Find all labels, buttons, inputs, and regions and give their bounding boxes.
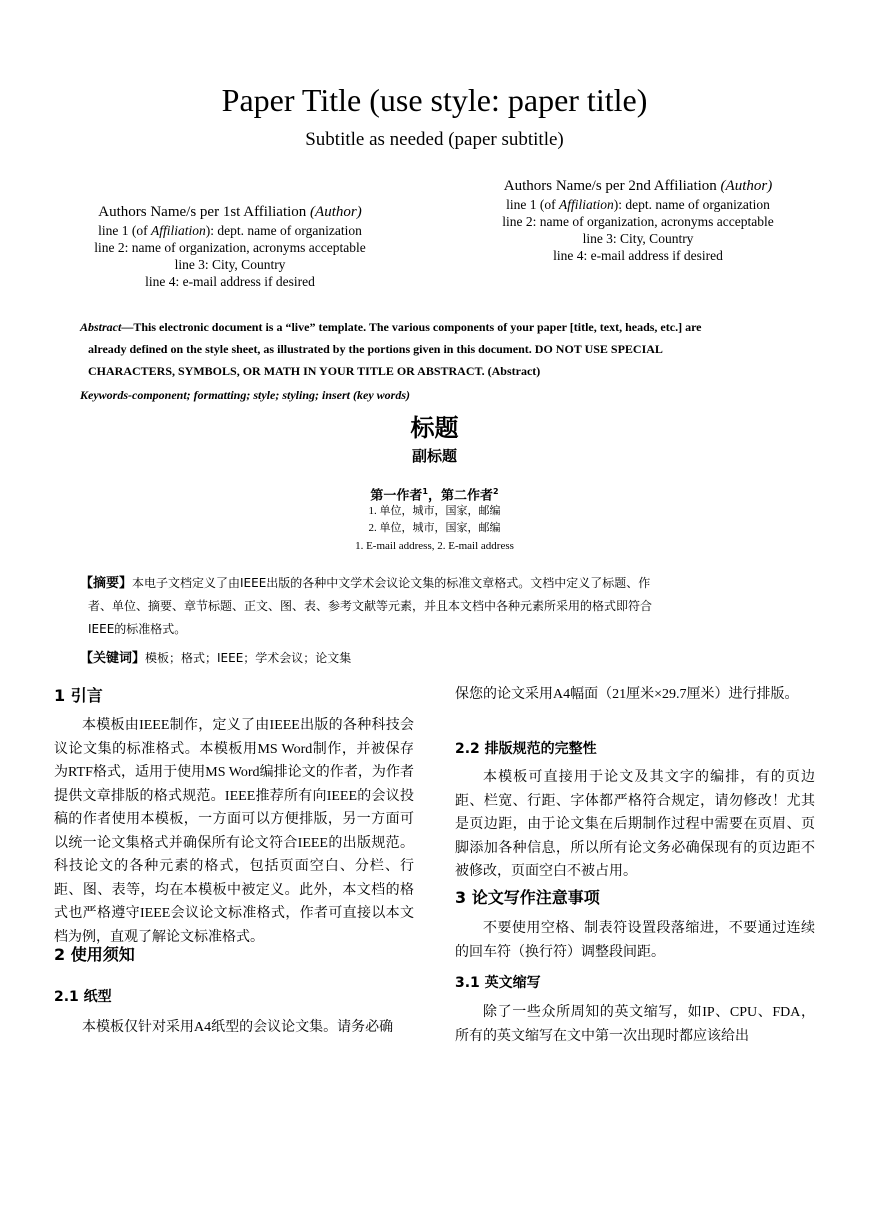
cn-keywords-label: 【关键词】: [80, 651, 146, 666]
author-affiliation-line-2: line 2: name of organization, acronyms acceptable: [94, 240, 366, 255]
section-heading-3: 3 论文写作注意事项: [455, 888, 600, 907]
section-heading-2-2: 2.2 排版规范的完整性: [455, 741, 597, 757]
author-affiliation-line-4: line 4: e-mail address if desired: [553, 248, 723, 263]
cn-affiliation-2: 2. 单位，城市，国家，邮编: [368, 522, 501, 534]
section-3-1-paragraph: 除了一些众所周知的英文缩写，如IP、CPU、FDA，所有的英文缩写在文中第一次出现时都应该给出: [455, 1005, 815, 1044]
section-3-paragraph: 不要使用空格、制表符设置段落缩进，不要通过连续的回车符（换行符）调整段间距。: [455, 921, 815, 960]
author-affiliation-line-2: line 2: name of organization, acronyms acceptable: [502, 214, 774, 229]
keywords-en: Keywords-component; formatting; style; styling; insert (key words): [80, 388, 410, 402]
author-affiliation-line-1: line 1 (of Affiliation): dept. name of organization: [98, 223, 362, 238]
cn-abstract-line-1: 【摘要】本电子文档定义了由IEEE出版的各种中文学术会议论文集的标准文章格式。文档中定义了标题、作: [80, 576, 651, 591]
section-2-1-paragraph-continued: 保您的论文采用A4幅面（21厘米×29.7厘米）进行排版。: [455, 687, 799, 702]
cn-author-2: 第二作者: [441, 488, 494, 504]
abstract-line-3: CHARACTERS, SYMBOLS, OR MATH IN YOUR TITLE OR ABSTRACT. (Abstract): [88, 364, 541, 378]
author-block-2: [468, 176, 808, 264]
section-heading-2-1: 2.1 纸型: [54, 989, 112, 1005]
cn-affiliation-1: 1. 单位，城市，国家，邮编: [368, 505, 501, 517]
abstract-line-1: Abstract—This electronic document is a “live” template. The various components of your paper [title, text, heads, etc.] are: [80, 320, 702, 334]
cn-authors: 第一作者$^1$，第二作者$^2$: [370, 487, 499, 504]
section-2-1-paragraph: 本模板仅针对采用A4纸型的会议论文集。请务必确: [82, 1020, 394, 1035]
cn-keywords: 【关键词】模板；格式；IEEE；学术会议；论文集: [80, 651, 352, 666]
cn-abstract-label: 【摘要】: [80, 576, 133, 591]
author-block-1: [60, 202, 400, 290]
author-name: Authors Name/s per 1st Affiliation (Author): [98, 204, 362, 220]
paper-title: Paper Title (use style: paper title): [221, 82, 648, 118]
section-heading-2: 2 使用须知: [54, 945, 135, 964]
cn-abstract: [80, 571, 800, 641]
section-heading-1: 1 引言: [54, 686, 103, 705]
author-affiliation-line-4: line 4: e-mail address if desired: [145, 274, 315, 289]
cn-author-1: 第一作者: [370, 488, 423, 504]
author-affiliation-line-3: line 3: City, Country: [174, 257, 286, 272]
cn-abstract-line-2: 者、单位、摘要、章节标题、正文、图、表、参考文献等元素，并且本文档中各种元素所采用的格式即符合: [88, 599, 653, 613]
cn-abstract-line-3: IEEE的标准格式。: [88, 622, 187, 636]
author-affiliation-line-3: line 3: City, Country: [582, 231, 694, 246]
section-1-paragraph: 本模板由IEEE制作，定义了由IEEE出版的各种科技会议论文集的标准格式。本模板用MS Word制作，并被保存为RTF格式，适用于使用MS Word编排论文的作者，为作者提供文章排版的格式规范。IEEE推荐所有向IEEE的会议投稿的作者使用本模板，一方面可以方便排版，另一方面可以统一论文集格式并确保所有论文符合IEEE的出版规范。科技论文的各种元素的格式，包括页面空白、分栏、行距、图、表等，均在本模板中被定义。此外，本文档的格式也严格遵守IEEE会议论文标准格式，作者可直接以本文档为例，直观了解论文标准格式。: [54, 718, 414, 945]
cn-title: 标题: [410, 414, 459, 442]
paper-subtitle: Subtitle as needed (paper subtitle): [305, 129, 564, 150]
author-name: Authors Name/s per 2nd Affiliation (Author): [503, 178, 773, 194]
abstract-en: [80, 316, 800, 382]
abstract-line-2: already defined on the style sheet, as illustrated by the portions given in this document. DO NOT USE SPECIAL: [88, 342, 663, 356]
section-heading-3-1: 3.1 英文缩写: [455, 975, 541, 991]
abstract-label: Abstract: [80, 320, 122, 334]
section-2-2-paragraph: 本模板可直接用于论文及其文字的编排，有的页边距、栏宽、行距、字体都严格符合规定，请勿修改！尤其是页边距，由于论文集在后期制作过程中需要在页眉、页脚添加各种信息，所以所有论文务必确保现有的页边距不被修改，页面空白不被占用。: [455, 770, 815, 879]
author-affiliation-line-1: line 1 (of Affiliation): dept. name of organization: [506, 197, 770, 212]
cn-subtitle: 副标题: [411, 447, 457, 465]
cn-emails: 1. E-mail address, 2. E-mail address: [355, 540, 514, 552]
